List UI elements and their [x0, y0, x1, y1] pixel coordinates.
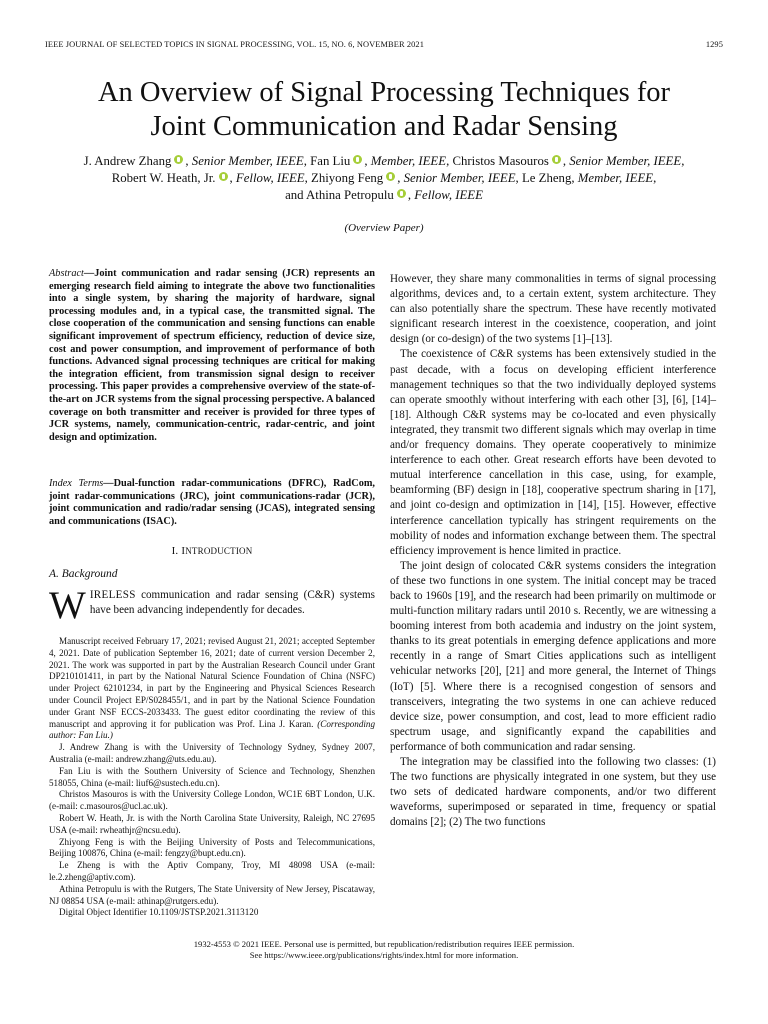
orcid-icon[interactable] [386, 172, 395, 181]
index-terms [49, 478, 375, 528]
paper-type: (Overview Paper) [344, 222, 424, 234]
footnote-affiliation: J. Andrew Zhang is with the University of Technology Sydney, Sydney 2007, Australia (e-mail: andrew.zhang@uts.edu.au). [49, 742, 375, 764]
footnote-affiliation: Le Zheng is with the Aptiv Company, Troy, MI 48098 USA (e-mail: le.2.zheng@aptiv.com). [49, 860, 375, 882]
subsection-heading: A. Background [49, 568, 118, 580]
author-name: J. Andrew Zhang [83, 154, 172, 168]
body-paragraph: The joint design of colocated C&R systems considers the integration of these two functions in one system. The initial concept may be traced back to 1960s [19], and the research had been primarily on multimode or multi-function military radars until 2010 s. Recently, we are witnessing a booming interest from both academia and industry on the joint system, thanks to its great potentials in emerging defence applications and more recently in a range of Smart Cities applications such as intelligent vehicular networks [20], [21] and more general, the Internet of Things (IoT) [5]. Where there is a recognised congestion of sensors and transceivers, integrating the two systems in one can achieve reduced device size, power consumption, and cost, lead to more efficient radio spectrum usage, and significantly expand the capabilities and performance of both communication and radar sensing. [390, 559, 716, 753]
author-name: Le Zheng [521, 171, 572, 185]
page-number: 1295 [705, 40, 723, 49]
author-line-1: J. Andrew Zhang , Senior Member, IEEE, Fan Liu , Member, IEEE, Christos Masouros , Senior Member, IEEE, [83, 154, 685, 168]
author-name: Christos Masouros [452, 154, 549, 168]
author-role: Senior Member, IEEE [403, 171, 516, 185]
orcid-icon[interactable] [174, 155, 183, 164]
author-name: Fan Liu [310, 154, 351, 168]
footnote-manuscript: Manuscript received February 17, 2021; revised August 21, 2021; accepted September 4, 2021. Date of publication September 16, 2021; date of current version December 2, 2021. The work was supported in part by the Australian Research Council under Grant DP210101411, in part by the National Natural Science Foundation of China (NSFC) under Project 62101234, in part by the Engineering and Physical Sciences Research under Council Project EP/S028455/1, and in part by the National Science Foundation under Grant NSF ECCS-2033433. The guest editor coordinating the review of this manuscript and approving it for publication was Prof. Lina J. Karan. (Corresponding author: Fan Liu.) [49, 636, 375, 741]
footnote-affiliation: Zhiyong Feng is with the Beijing University of Posts and Telecommunications, Beijing 100876, China (e-mail: fengzy@bupt.edu.cn). [49, 836, 375, 859]
copyright-line-1: 1932-4553 © 2021 IEEE. Personal use is permitted, but republication/redistribution requires IEEE permission. [193, 939, 575, 949]
abstract [49, 268, 375, 444]
journal-name: IEEE JOURNAL OF SELECTED TOPICS IN SIGNAL PROCESSING, VOL. 15, NO. 6, NOVEMBER 2021 [45, 40, 424, 49]
abstract-label: Abstract [49, 268, 84, 279]
author-role: Fellow, IEEE [414, 188, 483, 202]
author-list [30, 153, 738, 204]
footnote-affiliation: Fan Liu is with the Southern University of Science and Technology, Shenzhen 518055, China (e-mail: liuf6@sustech.edu.cn). [49, 765, 375, 788]
index-terms-text: —Dual-function radar-communications (DFRC), RadCom, joint radar-communications (JRC), joint communications-radar (JCR), joint communication and radio/radar sensing (JCAS), integrated sensing and communications (ISAC). [49, 478, 375, 527]
author-name: Zhiyong Feng [311, 171, 384, 185]
author-role: Fellow, IEEE [235, 171, 305, 185]
body-paragraph: However, they share many commonalities in terms of signal processing algorithms, devices and, to a certain extent, system architecture. They can also potentially share the spectrum. These have recently motivated significant research interest in the coexistence, cooperation, and joint design (or co-design) of the two systems [1]–[13]. [390, 273, 716, 346]
orcid-icon[interactable] [552, 155, 561, 164]
paper-title [40, 76, 728, 144]
running-header [45, 40, 723, 54]
body-paragraph: The integration may be classified into the following two classes: (1) The two functions are physically integrated in one system, but they use two sets of dedicated hardware components, and/or two different waveforms, superimposed or separated in time, frequency or spatial domains [2]; (2) The two functions [390, 756, 716, 829]
author-line-2: Robert W. Heath, Jr. , Fellow, IEEE, Zhiyong Feng , Senior Member, IEEE, Le Zheng, Member, IEEE, [111, 171, 657, 185]
index-terms-label: Index Terms [49, 478, 104, 489]
copyright-line-2: See https://www.ieee.org/publications/rights/index.html for more information. [249, 950, 519, 960]
author-role: Senior Member, IEEE [191, 154, 304, 168]
author-line-3: and Athina Petropulu , Fellow, IEEE [285, 188, 483, 202]
body-paragraph: The coexistence of C&R systems has been extensively studied in the past decade, with a focus on developing efficient interference management techniques so that the two individually deployed systems can operate smoothly without interfering with each other [3], [6], [14]–[18]. Although C&R systems may be co-located and even physically integrated, they transmit two different signals which may overlap in time and/or frequency domains. They operate cooperatively to minimize interference to each other. Great research efforts have been devoted to mutual interference cancellation in this case, using, for example, beamforming (BF) design in [18], cooperative spectrum sharing in [17], and joint co-design and optimization in [14], [15]. However, effective interference cancellation typically has stringent requirements on the mobility of nodes and information exchange between them. The spectral efficiency improvement is hence limited in practice. [390, 348, 716, 557]
footnote-affiliation: Christos Masouros is with the University College London, WC1E 6BT London, U.K. (e-mail: c.masouros@ucl.ac.uk). [49, 789, 375, 812]
footnote-affiliation: Athina Petropulu is with the Rutgers, The State University of New Jersey, Piscataway, NJ 08854 USA (e-mail: athinap@rutgers.edu). [49, 883, 375, 906]
title-line-2: Joint Communication and Radar Sensing [150, 111, 618, 142]
section-heading: I. INTRODUCTION [171, 545, 253, 557]
corresponding-author: (Corresponding author: Fan Liu.) [49, 718, 375, 741]
author-role: Member, IEEE [577, 171, 654, 185]
footnotes [49, 636, 375, 919]
right-column-body [390, 272, 716, 830]
author-name: and Athina Petropulu [285, 188, 394, 202]
drop-cap: W [49, 584, 86, 627]
title-line-1: An Overview of Signal Processing Techniques for [97, 77, 671, 108]
author-role: Member, IEEE [370, 154, 447, 168]
abstract-text: —Joint communication and radar sensing (JCR) represents an emerging research field aiming to integrate the above two functionalities into a single system, by sharing the majority of hardware, signal processing modules and, in a typical case, the transmitted signal. The close cooperation of the communication and sensing functions can enable significant improvement of spectrum efficiency, reduction of device size, cost and power consumption, and improvement of performance of both functions. Advanced signal processing techniques are critical for making the integration efficient, from transmission signal design to receiver processing. This paper provides a comprehensive overview of the state-of-the-art on JCR systems from the signal processing perspective. A balanced coverage on both transmitter and receiver is provided for three types of JCR systems, namely, communication-centric, radar-centric, and joint design and optimization. [49, 268, 375, 443]
copyright-footer [0, 939, 768, 961]
footnote-affiliation: Robert W. Heath, Jr. is with the North Carolina State University, Raleigh, NC 27695 USA (e-mail: rwheathjr@ncsu.edu). [49, 812, 375, 835]
orcid-icon[interactable] [353, 155, 362, 164]
author-name: Robert W. Heath, Jr. [111, 171, 216, 185]
author-role: Senior Member, IEEE [569, 154, 682, 168]
footnote-doi: Digital Object Identifier 10.1109/JSTSP.2021.3113120 [59, 907, 259, 918]
orcid-icon[interactable] [397, 189, 406, 198]
intro-paragraph: WIRELESS communication and radar sensing (C&R) systems have been advancing independently for decades. [49, 584, 375, 627]
orcid-icon[interactable] [219, 172, 228, 181]
